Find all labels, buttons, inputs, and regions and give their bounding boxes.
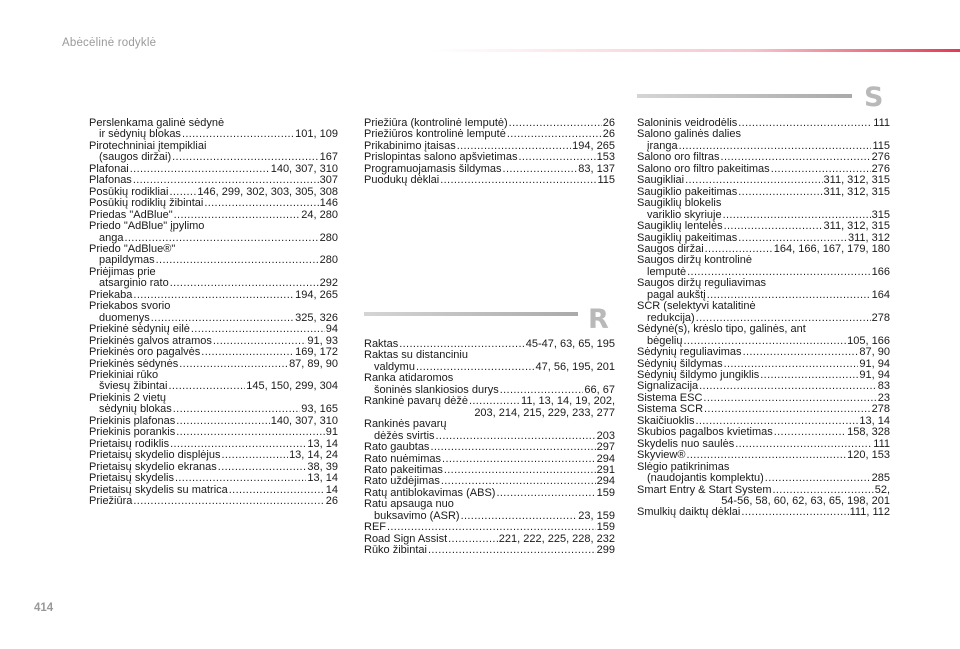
page-reference: 221, 222, 225, 228, 232	[498, 532, 615, 545]
index-term: Saugiklių pakeitimas	[637, 231, 738, 244]
page-reference: 145, 150, 299, 304	[246, 380, 338, 393]
index-entry	[89, 473, 338, 484]
index-entry	[364, 442, 615, 453]
dot-leader	[469, 396, 520, 407]
dot-leader	[461, 511, 578, 522]
page-reference: 194, 265	[572, 139, 615, 152]
dot-leader	[229, 485, 325, 496]
index-term: Puodukų dėklai	[364, 174, 440, 187]
page-reference: 23	[877, 391, 890, 404]
index-term: sėdynių blokas	[99, 403, 172, 416]
index-column-p	[89, 118, 338, 507]
page-reference: 280	[319, 254, 338, 267]
page-reference: 24, 280	[301, 208, 338, 221]
index-term: Priekaba	[89, 288, 133, 301]
dot-leader	[436, 431, 596, 442]
dot-leader	[133, 175, 319, 186]
index-entry	[637, 175, 890, 186]
index-term: papildymas	[99, 254, 155, 267]
index-term: Posūkių rodiklių žibintai	[89, 197, 204, 210]
index-term: Priedas "AdBlue"	[89, 208, 173, 221]
page-reference: 299	[596, 544, 615, 557]
index-term: (saugos diržai)	[99, 151, 172, 164]
dot-leader	[724, 221, 823, 232]
page-reference: 111	[873, 117, 890, 129]
page-reference: 146, 299, 302, 303, 305, 308	[197, 185, 338, 198]
index-term: buksavimo (ASR)	[374, 509, 460, 522]
index-term: Salono galinės dalies	[637, 128, 741, 141]
index-entry	[637, 427, 890, 438]
index-term: Prietaisų skydelio displėjus	[89, 449, 221, 462]
index-term: (naudojantis komplektu)	[647, 472, 764, 485]
dot-leader	[191, 324, 325, 335]
dot-leader	[430, 442, 595, 453]
dot-leader	[503, 164, 578, 175]
index-term: Pirotechniniai įtempikliai	[89, 139, 207, 152]
page-reference: 91, 93	[307, 334, 338, 347]
dot-leader	[509, 118, 602, 129]
index-term: Skaičiuoklis	[637, 414, 695, 427]
index-term: Rato gaubtas	[364, 441, 430, 454]
page-reference: 276	[871, 151, 890, 164]
page-reference: 111	[873, 437, 890, 450]
index-term: Sėdynių reguliavimas	[637, 346, 742, 359]
page-reference: 158, 328	[847, 426, 890, 439]
section-letter-s: S	[864, 82, 884, 113]
page-reference: 311, 312, 315	[823, 185, 890, 198]
dot-leader	[221, 450, 288, 461]
index-term: 203, 214, 215, 229, 233, 277	[474, 406, 615, 419]
dot-leader	[176, 416, 269, 427]
index-term: Priekinis porankis	[89, 426, 176, 439]
index-entry	[637, 221, 890, 232]
index-term: Prislopintas salono apšvietimas	[364, 151, 518, 164]
page-reference: 280	[319, 231, 338, 244]
index-term: Sistema SCR	[637, 403, 704, 416]
index-term: Rankinė pavarų dėžė	[364, 395, 468, 408]
index-term: Ratu apsauga nuo	[364, 498, 454, 511]
dot-leader	[201, 347, 294, 358]
page-reference: 291	[596, 463, 615, 476]
index-entry	[89, 496, 338, 507]
dot-leader	[428, 545, 596, 556]
index-term: Prietaisų skydelis	[89, 472, 174, 485]
page-reference: 140, 307, 310	[270, 414, 338, 427]
index-term: Skyview®	[637, 449, 686, 462]
dot-leader	[765, 473, 871, 484]
dot-leader	[738, 187, 822, 198]
index-term: Saugikliai	[637, 174, 685, 187]
index-column-p-continued	[364, 118, 615, 187]
index-entry	[364, 545, 615, 556]
dot-leader	[738, 118, 872, 129]
index-entry	[637, 473, 890, 484]
index-term: Slėgio patikrinimas	[637, 460, 730, 473]
index-term: Rankinės pavarų	[364, 418, 447, 431]
page-reference: 166	[871, 265, 890, 278]
index-term: Priekinės oro pagalvės	[89, 346, 201, 359]
index-term: Rato nuėmimas	[364, 452, 442, 465]
index-term: Priežiūra	[89, 494, 133, 507]
index-term: valdymu	[374, 360, 415, 373]
page-reference: 285	[871, 472, 890, 485]
index-entry	[364, 396, 615, 407]
page-reference: 276	[871, 162, 890, 175]
index-term: šoninės slankiosios durys	[374, 383, 499, 396]
page-reference: 87, 89, 90	[289, 357, 338, 370]
page-reference: 278	[871, 311, 890, 324]
page-reference: 140, 307, 310	[270, 162, 338, 175]
page-reference: 292	[319, 277, 338, 290]
index-term: Sistema ESC	[637, 391, 703, 404]
index-term: Salono oro filtras	[637, 151, 720, 164]
page-reference: 159	[596, 521, 615, 534]
page-reference: 66, 67	[584, 383, 615, 396]
index-term: Prietaisų skydelis su matrica	[89, 483, 228, 496]
dot-leader	[179, 359, 288, 370]
page-reference: 307	[319, 174, 338, 187]
index-term: Prikabinimo įtaisas	[364, 139, 456, 152]
dot-leader	[130, 164, 270, 175]
page-reference: 91, 94	[859, 357, 890, 370]
index-term: Saugos diržų reguliavimas	[637, 277, 767, 290]
page-reference: 311, 312	[847, 231, 890, 244]
index-entry	[637, 198, 890, 209]
dot-leader	[686, 450, 846, 461]
page-reference: 91	[325, 426, 338, 439]
index-term: šviesų žibintai	[99, 380, 168, 393]
page-reference: 167	[319, 151, 338, 164]
index-entry	[637, 507, 890, 518]
index-term: Priedo "AdBlue®"	[89, 242, 176, 255]
dot-leader	[176, 427, 325, 438]
index-entry	[364, 511, 615, 522]
index-term: SCR (selektyvi katalitinė	[637, 300, 756, 313]
dot-leader	[218, 462, 307, 473]
page-reference: 164, 166, 167, 179, 180	[773, 242, 890, 255]
index-term: Programuojamasis šildymas	[364, 162, 502, 175]
index-term: Priekinės galvos atramos	[89, 334, 212, 347]
index-term: Saugos diržų kontrolinė	[637, 254, 752, 267]
index-term: Saugiklio pakeitimas	[637, 185, 738, 198]
index-term: Sėdynių šildymas	[637, 357, 723, 370]
page-reference: 115	[872, 139, 890, 152]
page-reference: 294	[596, 475, 615, 488]
page-reference: 13, 14	[307, 437, 338, 450]
page-reference: 115	[597, 174, 615, 187]
dot-leader	[204, 198, 318, 209]
page-reference: 87, 90	[859, 346, 890, 359]
index-entry	[364, 522, 615, 533]
dot-leader	[213, 336, 307, 347]
page-reference: 14	[325, 483, 338, 496]
index-entry	[89, 427, 338, 438]
index-term: Smart Entry & Start System	[637, 483, 772, 496]
index-term: Raktas su distanciniu	[364, 349, 468, 362]
index-entry	[364, 175, 615, 186]
index-column-r	[364, 339, 615, 557]
page-reference: 94	[325, 323, 338, 336]
page-reference: 52,	[874, 483, 890, 496]
dot-leader	[703, 393, 876, 404]
index-term: Priekiniai rūko	[89, 368, 159, 381]
page-reference: 23, 159	[578, 509, 615, 522]
page-reference: 278	[871, 403, 890, 416]
page-reference: 297	[596, 441, 615, 454]
index-term: atsarginio rato	[99, 277, 169, 290]
dot-leader	[774, 427, 846, 438]
page-reference: 159	[596, 486, 615, 499]
index-entry	[89, 324, 338, 335]
page-reference: 146	[319, 197, 338, 210]
page-reference: 83	[877, 380, 890, 393]
index-entry	[89, 301, 338, 312]
page-reference: 120, 153	[847, 449, 890, 462]
page-reference: 153	[596, 151, 615, 164]
index-term: Plafonai	[89, 162, 129, 175]
dot-leader	[496, 488, 595, 499]
index-entry	[89, 175, 338, 186]
index-column-s	[637, 118, 890, 519]
index-term: anga	[99, 231, 124, 244]
section-r-rule	[364, 312, 578, 316]
index-term: Skydelis nuo saulės	[637, 437, 735, 450]
index-term: Priekabos svorio	[89, 300, 171, 313]
page-reference: 45-47, 63, 65, 195	[525, 338, 615, 350]
index-term: Raktas	[364, 338, 399, 350]
index-term: variklio skyriuje	[647, 208, 722, 221]
index-entry	[637, 450, 890, 461]
page-reference: 203	[596, 429, 615, 442]
index-term: Road Sign Assist	[364, 532, 448, 545]
index-entry	[89, 450, 338, 461]
page-reference: 325, 326	[295, 311, 338, 324]
page-reference: 93, 165	[301, 403, 338, 416]
dot-leader	[743, 347, 859, 358]
page-number: 414	[34, 602, 54, 614]
index-term: Ranka atidaromos	[364, 372, 454, 385]
page-reference: 13, 14	[307, 472, 338, 485]
page-reference: 47, 56, 195, 201	[535, 360, 615, 373]
page-reference: 164	[871, 288, 890, 301]
index-term: dėžės svirtis	[374, 429, 435, 442]
dot-leader	[741, 507, 848, 518]
dot-leader	[133, 496, 324, 507]
index-entry	[637, 324, 890, 335]
index-term: pagal aukštį	[647, 288, 706, 301]
index-term: Saugiklių lentelės	[637, 220, 723, 233]
index-term: bėgelių	[647, 334, 683, 347]
index-term: Priežiūra (kontrolinė lemputė)	[364, 117, 508, 129]
index-term: ir sėdynių blokas	[99, 128, 181, 141]
dot-leader	[168, 381, 245, 392]
page-reference: 11, 13, 14, 19, 202,	[521, 395, 615, 408]
index-term: Prietaisų skydelio ekranas	[89, 460, 217, 473]
index-term: Prietaisų rodiklis	[89, 437, 170, 450]
index-term: Signalizacija	[637, 380, 699, 393]
index-term: Saloninis veidrodėlis	[637, 117, 738, 129]
section-letter-r: R	[588, 304, 609, 335]
page-reference: 38, 39	[307, 460, 338, 473]
page-reference: 26	[602, 128, 615, 141]
page-reference: 26	[602, 117, 615, 129]
page-reference: 13, 14, 24	[289, 449, 338, 462]
section-s-rule	[637, 94, 852, 98]
dot-leader	[175, 473, 306, 484]
page-reference: 83, 137	[578, 162, 615, 175]
page-reference: 101, 109	[295, 128, 338, 141]
dot-leader	[387, 522, 596, 533]
dot-leader	[440, 175, 596, 186]
page-reference: 169, 172	[295, 346, 338, 359]
index-term: Smulkių daiktų dėklai	[637, 506, 741, 519]
page-reference: 26	[325, 494, 338, 507]
index-term: Perslenkama galinė sėdynė	[89, 117, 225, 129]
index-term: Priežiūros kontrolinė lemputė	[364, 128, 506, 141]
index-term: Skubios pagalbos kvietimas	[637, 426, 773, 439]
index-term: REF	[364, 521, 386, 534]
index-term: 54-56, 58, 60, 62, 63, 65, 198, 201	[721, 494, 890, 507]
dot-leader	[699, 381, 877, 392]
index-term: Priekinis 2 vietų	[89, 391, 167, 404]
index-entry	[89, 347, 338, 358]
page-reference: 315	[871, 208, 890, 221]
index-entry	[637, 301, 890, 312]
page-reference: 111, 112	[849, 506, 890, 519]
index-term: duomenys	[99, 311, 150, 324]
page-title: Abėcėlinė rodyklė	[62, 37, 157, 49]
index-term: Sėdynių šildymo jungiklis	[637, 368, 760, 381]
page-reference: 311, 312, 315	[823, 174, 890, 187]
page-reference: 294	[596, 452, 615, 465]
index-entry	[89, 221, 338, 232]
index-term: Posūkių rodikliai	[89, 185, 169, 198]
index-term: Sėdynė(s), krėslo tipo, galinės, ant	[637, 323, 806, 336]
index-entry	[364, 419, 615, 430]
index-term: Rūko žibintai	[364, 544, 427, 557]
index-entry	[637, 347, 890, 358]
dot-leader	[448, 534, 498, 545]
index-term: Saugiklių blokelis	[637, 197, 722, 210]
index-term: Priekinis plafonas	[89, 414, 176, 427]
index-term: redukcija)	[647, 311, 695, 324]
page-reference: 105, 166	[847, 334, 890, 347]
index-term: Priekinė sėdynių eilė	[89, 323, 190, 336]
index-term: lemputė	[647, 265, 687, 278]
index-term: Rato uždėjimas	[364, 475, 440, 488]
page-reference: 194, 265	[295, 288, 338, 301]
index-term: Ratų antiblokavimas (ABS)	[364, 486, 496, 499]
dot-leader	[442, 454, 596, 465]
index-term: Saugos diržai	[637, 242, 704, 255]
index-term: Priedo "AdBlue" įpylimo	[89, 220, 205, 233]
title-rule	[0, 49, 960, 52]
index-term: Priekinės sėdynės	[89, 357, 179, 370]
page-reference: 311, 312, 315	[823, 220, 890, 233]
index-term: Rato pakeitimas	[364, 463, 443, 476]
dot-leader	[156, 255, 319, 266]
index-term: Salono oro filtro pakeitimas	[637, 162, 770, 175]
dot-leader	[685, 175, 822, 186]
dot-leader	[704, 404, 871, 415]
index-term: Priėjimas prie	[89, 265, 156, 278]
index-term: įranga	[647, 139, 678, 152]
index-term: Plafonas	[89, 174, 132, 187]
page-reference: 13, 14	[859, 414, 890, 427]
index-entry	[89, 198, 338, 209]
page-reference: 91, 94	[859, 368, 890, 381]
dot-leader	[760, 370, 858, 381]
dot-leader	[444, 465, 596, 476]
